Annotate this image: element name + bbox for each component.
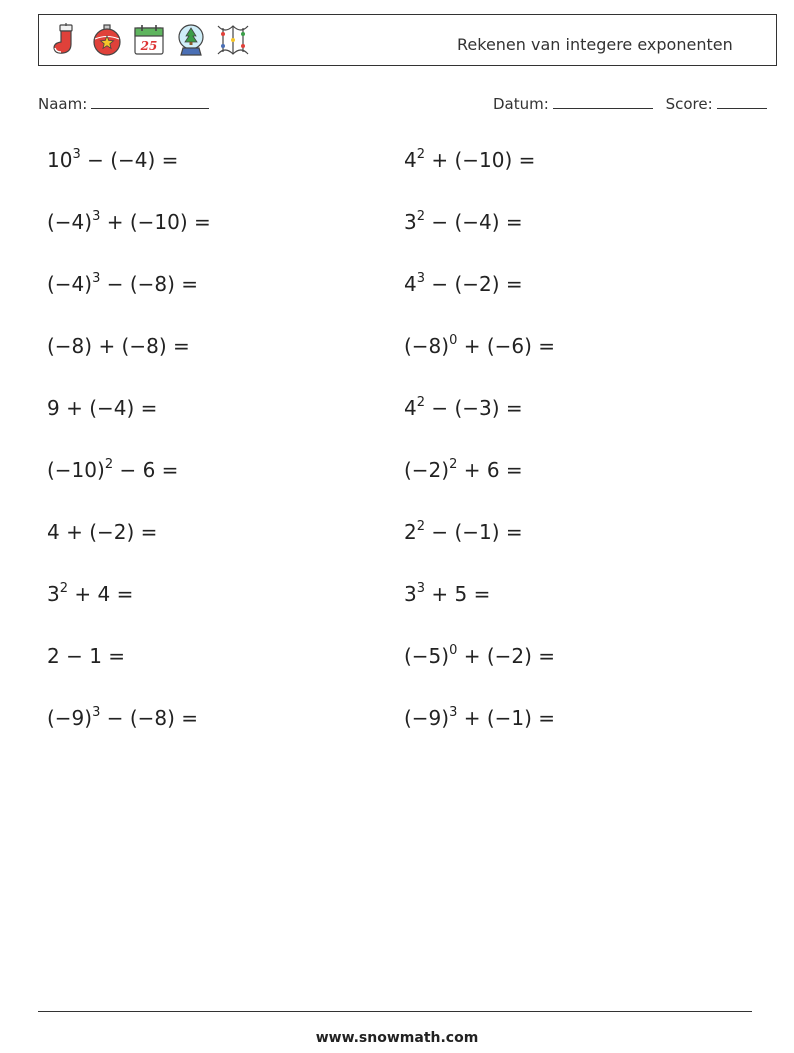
- problem-base: 4: [404, 396, 417, 420]
- worksheet-title: Rekenen van integere exponenten: [457, 35, 733, 54]
- problem-exponent: 3: [416, 581, 426, 596]
- problem-base: 2: [404, 520, 417, 544]
- problem-exponent: 2: [59, 581, 69, 596]
- lights-icon: [215, 22, 251, 58]
- problem-base: 4: [404, 148, 417, 172]
- problem-base: (−9): [404, 706, 450, 730]
- problem-rest: − (−4) =: [425, 210, 523, 234]
- problem-base: 2 − 1 =: [47, 644, 126, 668]
- problem-base: 9 + (−4) =: [47, 396, 158, 420]
- problem-rest: + 5 =: [425, 582, 491, 606]
- name-field[interactable]: [38, 94, 209, 113]
- problem-base: 3: [404, 582, 417, 606]
- problem-exponent: 0: [449, 333, 458, 348]
- problem-rest: − (−4) =: [80, 148, 179, 172]
- problem-2: [404, 148, 535, 172]
- problem-exponent: 3: [449, 705, 458, 720]
- problem-exponent: 2: [104, 457, 114, 472]
- problem-rest: − (−1) =: [425, 520, 523, 544]
- problem-7: [47, 334, 190, 358]
- problem-base: 10: [47, 148, 73, 172]
- problem-6: [404, 272, 523, 296]
- problem-rest: − (−8) =: [100, 272, 199, 296]
- problem-rest: − (−8) =: [100, 706, 199, 730]
- problem-exponent: 2: [416, 147, 426, 162]
- problem-base: (−10): [47, 458, 105, 482]
- problem-5: [47, 272, 198, 296]
- stocking-icon: [47, 22, 83, 58]
- problem-20: [404, 706, 555, 730]
- problem-rest: − (−3) =: [425, 396, 523, 420]
- problem-8: [404, 334, 555, 358]
- problem-exponent: 3: [92, 209, 101, 224]
- problem-exponent: 0: [449, 643, 458, 658]
- score-label: Score:: [665, 95, 713, 113]
- problem-base: 4: [404, 272, 417, 296]
- date-score-fields: [493, 94, 767, 113]
- problem-base: (−5): [404, 644, 450, 668]
- problem-15: [47, 582, 133, 606]
- problem-4: [404, 210, 523, 234]
- problem-13: [47, 520, 157, 544]
- date-label: Datum:: [493, 95, 549, 113]
- problem-18: [404, 644, 555, 668]
- ornament-icon: [89, 22, 125, 58]
- problem-14: [404, 520, 523, 544]
- name-label: Naam:: [38, 95, 88, 113]
- problem-19: [47, 706, 198, 730]
- problem-rest: + 6 =: [457, 458, 523, 482]
- problem-base: (−8): [404, 334, 450, 358]
- problem-3: [47, 210, 211, 234]
- problem-rest: + (−1) =: [457, 706, 556, 730]
- calendar-day-text: 25: [140, 39, 158, 53]
- problem-exponent: 2: [416, 519, 426, 534]
- score-blank[interactable]: [717, 94, 767, 109]
- problem-17: [47, 644, 125, 668]
- date-blank[interactable]: [553, 94, 653, 109]
- worksheet-header: [38, 14, 777, 66]
- header-icons: [47, 22, 251, 58]
- problem-base: 3: [47, 582, 60, 606]
- problem-exponent: 3: [92, 705, 101, 720]
- problem-exponent: 2: [416, 209, 426, 224]
- problem-rest: + (−10) =: [425, 148, 536, 172]
- problem-rest: + (−2) =: [457, 644, 556, 668]
- problem-1: [47, 148, 178, 172]
- calendar-icon: [131, 22, 167, 58]
- problem-16: [404, 582, 490, 606]
- name-blank[interactable]: [91, 94, 209, 109]
- problem-base: (−9): [47, 706, 93, 730]
- problem-rest: + (−10) =: [100, 210, 211, 234]
- problem-rest: − 6 =: [113, 458, 179, 482]
- problem-11: [47, 458, 178, 482]
- problem-base: 4 + (−2) =: [47, 520, 158, 544]
- problem-base: (−8) + (−8) =: [47, 334, 190, 358]
- problem-base: (−2): [404, 458, 450, 482]
- footer-url: www.snowmath.com: [315, 1030, 479, 1046]
- problem-exponent: 2: [449, 457, 458, 472]
- problem-base: (−4): [47, 210, 93, 234]
- problem-exponent: 3: [416, 271, 426, 286]
- problem-exponent: 3: [72, 147, 81, 162]
- problem-rest: + 4 =: [68, 582, 134, 606]
- problem-10: [404, 396, 523, 420]
- problem-base: (−4): [47, 272, 93, 296]
- snow-globe-icon: [173, 22, 209, 58]
- footer-divider: [38, 1011, 752, 1012]
- problem-rest: − (−2) =: [425, 272, 523, 296]
- problem-9: [47, 396, 157, 420]
- problem-exponent: 3: [92, 271, 101, 286]
- problem-base: 3: [404, 210, 417, 234]
- problem-12: [404, 458, 523, 482]
- problem-rest: + (−6) =: [457, 334, 556, 358]
- problem-exponent: 2: [416, 395, 426, 410]
